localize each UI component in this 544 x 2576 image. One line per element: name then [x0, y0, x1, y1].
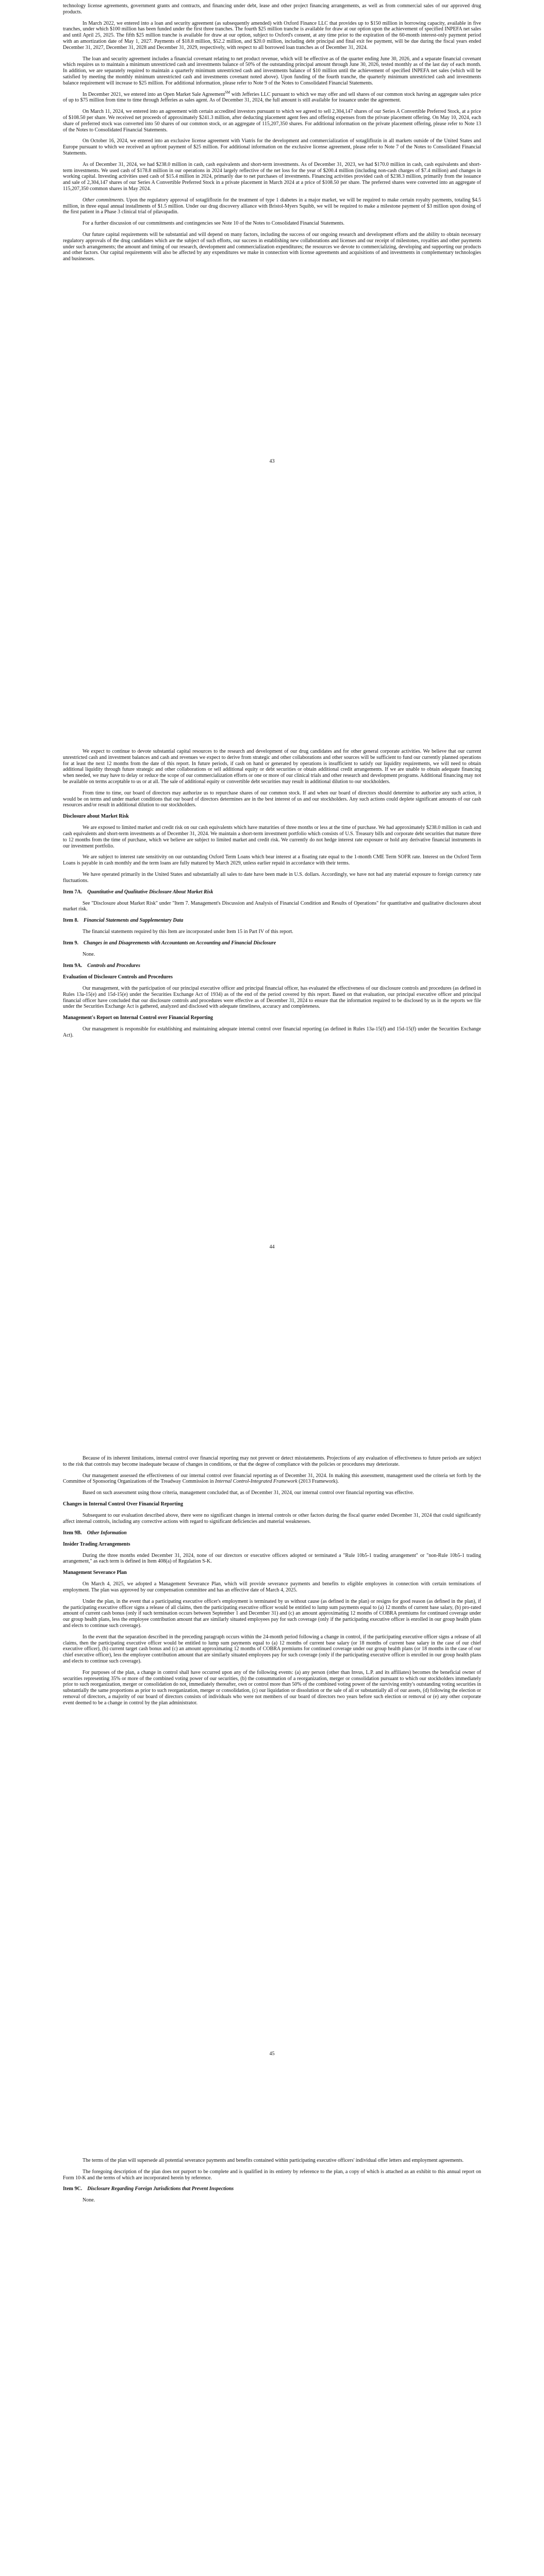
item-9b-title: Other Information: [87, 1530, 127, 1536]
paragraph-controls-effective: Based on such assessment using those criteria, management concluded that, as of December 31, 2024, our internal control over financial reporting was effective.: [83, 1490, 414, 1496]
paragraph-severance-adoption: On March 4, 2025, we adopted a Management Severance Plan, which will provide severance payments and benefits to eligible employees in connection with certain terminations of employment. The plan was approved by our compensation committee and has an effective date of March 4, 2025.: [63, 1581, 481, 1593]
item-9a-title: Controls and Procedures: [87, 962, 141, 969]
paragraph-funding-sources: technology license agreements, government grants and contracts, and financing under debt, lease and other project financing arrangements, as well as from commercial sales of our approved drug products.: [63, 3, 481, 15]
item-7a-number: Item 7A.: [63, 889, 83, 895]
page-44: [0, 719, 544, 1421]
item-7a-title: Quantitative and Qualitative Disclosure About Market Risk: [87, 889, 213, 895]
page-46: [0, 2124, 544, 2576]
paragraph-disclosure-controls: Our management, with the participation of our principal executive officer and principal financial officer, has evaluated the effectiveness of our disclosure controls and procedures (as defined in Rules 13a-15(e) and 15d-15(e) under the Securities Exchange Act of 1934) as of the end of the period covered by this report. Based on that evaluation, our principal executive officer and principal financial officer have concluded that our disclosure controls and procedures were effective as of December 31, 2024 to ensure that the information required to be disclosed by us in the reports we file under the Securities Exchange Act is gathered, analyzed and disclosed with adequate timeliness, accuracy and completeness.: [63, 985, 481, 1010]
paragraph-item-8: The financial statements required by this Item are incorporated under Item 15 in Part IV of this report.: [83, 929, 293, 935]
heading-item-9a: [63, 963, 481, 969]
paragraph-plan-description: The foregoing description of the plan does not purport to be complete and is qualified in its entirety by reference to the plan, a copy of which is attached as an exhibit to this annual report on Form 10-K and the terms of which are incorporated herein by reference.: [63, 2168, 481, 2181]
text-coso-end: (2013 Framework).: [297, 1479, 339, 1485]
heading-item-9: [63, 940, 481, 946]
paragraph-severance-change-in-control: In the event that the separation described in the preceding paragraph occurs within the 24-month period following a change in control, if the participating executive officer signs a release of all claims, then the participating executive officer would be entitled to lump sum payments equal to (a) 12 months of current base salary (or 18 months of current base salary in the case of our chief executive officer), (b) current target cash bonus and (c) an amount approximating 12 months of COBRA premiums for continued coverage under our group health plans (or 18 months in the case of our chief executive officer), less the employee contribution amount that are similarly situated employees pay for such coverage (only if the participating executive officer is enrolled in our group health plans and elects to continue such coverage).: [63, 1634, 481, 1664]
page-number: 44: [269, 1244, 275, 1250]
item-9b-number: Item 9B.: [63, 1530, 82, 1536]
page-number: 43: [269, 459, 275, 464]
paragraph-market-credit-risk: We are exposed to limited market and credit risk on our cash equivalents which have maturities of three months or less at the time of purchase. We had approximately $238.0 million in cash and cash equivalents and short-term investments as of December 31, 2024. We maintain a short-term investment portfolio which consists of U.S. Treasury bills and corporate debt securities that mature three to 12 months from the time of purchase, which we believe are subject to limited market and credit risk. We currently do not hedge interest rate exposure or hold any derivative financial instruments in our investment portfolio.: [63, 825, 481, 849]
heading-disclosure-controls: Evaluation of Disclosure Controls and Procedures: [63, 974, 173, 980]
paragraph-inherent-limitations: Because of its inherent limitations, internal control over financial reporting may not prevent or detect misstatements. Projections of any evaluation of effectiveness to future periods are subject to the risk that controls may become inadequate because of changes in conditions, or that the degree of compliance with the policies or procedures may deteriorate.: [63, 1455, 481, 1467]
item-9c-number: Item 9C.: [63, 2186, 83, 2192]
text-other-commitments-body: Upon the regulatory approval of sotagliflozin for the treatment of type 1 diabetes in a major market, we will be required to make certain royalty payments, totaling $4.5 million, in three equal annual installments of $1.5 million. Under our drug discovery alliance with Bristol-Myers Squibb, we will be required to make a milestone payment of $3 million upon dosing of the first patient in a Phase 3 clinical trial of pilavapadin.: [63, 197, 481, 215]
paragraph-commitments-reference: For a further discussion of our commitments and contingencies see Note 10 of the Notes to Consolidated Financial Statements.: [83, 221, 344, 227]
paragraph-plan-supersedes: The terms of the plan will supersede all potential severance payments and benefits contained within participating executive officers' individual offer letters and employment agreements.: [83, 2158, 464, 2163]
page-number: 45: [269, 2051, 275, 2057]
paragraph-capital-requirements: Our future capital requirements will be substantial and will depend on many factors, including the success of our ongoing research and development efforts and the ability to obtain necessary regulatory approvals of the drug candidates which are the subject of such efforts, our success in establishing new collaborations and licenses and our receipt of milestones, royalties and other payments under such arrangements; the amount and timing of our research, development and commercialization expenditures; the resources we devote to commercializing, developing and supporting our products and other factors. Our capital requirements will also be affected by any expenditures we make in connection with license agreements and acquisitions of and investments in complementary technologies and businesses.: [63, 231, 481, 262]
heading-market-risk: Disclosure about Market Risk: [63, 814, 129, 820]
page-44-content: [63, 749, 481, 1044]
paragraph-open-market-sale: [63, 92, 481, 104]
heading-severance-plan: Management Severance Plan: [63, 1570, 127, 1576]
heading-changes-internal-control: Changes in Internal Control Over Financial Reporting: [63, 1501, 183, 1507]
heading-item-8: [63, 918, 481, 924]
service-mark: SM: [225, 90, 230, 95]
paragraph-severance-terms: Under the plan, in the event that a participating executive officer's employment is terminated by us without cause (as defined in the plan) or resigns for good reason (as defined in the plan), if the participating executive officer signs a release of all claims, then the participating executive officer would be entitled to lump sum payments equal to (a) 12 months of current base salary, (b) pro-rated amount of current cash bonus (only if such termination occurs between September 1 and December 31) and (c) an amount approximating 12 months of COBRA premiums for continued coverage under our group health plans, less the employee contribution amount that are similarly situated employees pay for such coverage (only if the participating executive officer is enrolled in our group health plans and elects to continue such coverage).: [63, 1598, 481, 1629]
text-coso-framework: Internal Control-Integrated Framework: [215, 1479, 298, 1485]
text-other-commitments-label: Other commitments.: [83, 197, 125, 203]
paragraph-item-7a: See "Disclosure about Market Risk" under "Item 7. Management's Discussion and Analysis of Financial Condition and Results of Operations" for quantitative and qualitative disclosures about market risk.: [63, 900, 481, 912]
paragraph-oxford-loan: In March 2022, we entered into a loan and security agreement (as subsequently amended) with Oxford Finance LLC that provides up to $150 million in borrowing capacity, available in five tranches, under which $100 million has been funded under the first three tranches. The fourth $25 million tranche is available for draw at our option upon the achievement of specified INPEFA net sales and until April 25, 2025. The fifth $25 million tranche is available for draw at our option, subject to Oxford's consent, at any time prior to the expiration of the 60-month interest-only payment period with an amortization date of May 1, 2027. Payments of $18.8 million, $52.2 million, and $20.0 million, including debt principal and final exit fee payment, will be due during the fiscal years ended December 31, 2027, December 31, 2028 and December 31, 2029, respectively, with respect to all borrowed loan tranches as of December 31, 2024.: [63, 20, 481, 50]
paragraph-capital-resources: We expect to continue to devote substantial capital resources to the research and development of our drug candidates and for other general corporate activities. We believe that our current unrestricted cash and investment balances and cash and revenues we expect to derive from strategic and other collaborations and other sources will be sufficient to fund our currently planned operations for at least the next 12 months from the date of this report. In future periods, if cash on hand or generated by operations is insufficient to satisfy our liquidity requirements, we will need to obtain additional liquidity through future strategic and other collaborations or sell additional equity or debt securities or obtain additional credit arrangements. If we are unable to obtain adequate financing when needed, we may have to delay or reduce the scope of our commercialization efforts or one or more of our clinical trials and other research and development programs. Additional financing may not be available on terms acceptable to us or at all. The sale of additional equity or convertible debt securities may result in additional dilution to our stockholders.: [63, 749, 481, 785]
heading-item-9c: [63, 2186, 481, 2192]
page-45: [0, 1421, 544, 2124]
item-8-title: Financial Statements and Supplementary Data: [84, 918, 184, 924]
paragraph-change-in-control-definition: For purposes of the plan, a change in control shall have occurred upon any of the following events: (a) any person (other than Invus, L.P. and its affiliates) becomes the beneficial owner of securities representing 35% or more of the combined voting power of our securities, (b) the consummation of a reorganization, merger or consolidation pursuant to which our stockholders immediately prior to such reorganization, merger or consolidation do not, immediately thereafter, own or control more than 50% of the combined voting power of the surviving entity's outstanding voting securities in substantially the same proportions as prior to such reorganization, merger or consolidation, (c) our liquidation or dissolution or the sale of all or substantially all of our assets, (d) following the election or removal of directors, a majority of our board of directors consists of individuals who were not members of our board of directors two years before such election or removal or (e) any other corporate event deemed to be a change in control by the plan administrator.: [63, 1669, 481, 1706]
item-8-number: Item 8.: [63, 918, 78, 924]
item-9-title: Changes in and Disagreements with Accountants on Accounting and Financial Disclosure: [84, 940, 276, 946]
item-9-number: Item 9.: [63, 940, 78, 946]
item-9-none: None.: [83, 951, 95, 957]
heading-insider-trading: Insider Trading Arrangements: [63, 1541, 130, 1547]
paragraph-foreign-currency: We have operated primarily in the United States and substantially all sales to date have been made in U.S. dollars. Accordingly, we have not had any material exposure to foreign currency rate fluctuations.: [63, 871, 481, 884]
paragraph-changes-internal-control: Subsequent to our evaluation described above, there were no significant changes in internal controls or other factors during the fiscal quarter ended December 31, 2024 that could significantly affect internal controls, including any corrective actions with regard to significant deficiencies and material weaknesses.: [63, 1512, 481, 1524]
heading-management-report: Management's Report on Internal Control over Financial Reporting: [63, 1015, 213, 1021]
paragraph-share-repurchase: From time to time, our board of directors may authorize us to repurchase shares of our common stock. If and when our board of directors should determine to authorize any such action, it would be on terms and under market conditions that our board of directors determines are in the best interest of us and our stockholders. Any such actions could deplete significant amounts of our cash resources and/or result in additional dilution to our stockholders.: [63, 790, 481, 808]
page-43-content: [63, 3, 481, 267]
paragraph-management-report: Our management is responsible for establishing and maintaining adequate internal control over financial reporting (as defined in Rules 13a-15(f) and 15d-15(f) under the Securities Exchange Act).: [63, 1026, 481, 1038]
heading-item-7a: [63, 889, 481, 895]
paragraph-private-placement: On March 11, 2024, we entered into an agreement with certain accredited investors pursuant to which we agreed to sell 2,304,147 shares of our Series A Convertible Preferred Stock, at a price of $108.50 per share. We received net proceeds of approximately $241.3 million, after deducting placement agent fees and offering expenses from the private placement offering. On May 10, 2024, each share of preferred stock was converted into 50 shares of our common stock, or an aggregate of 115,207,350 shares. For additional information on the private placement offering, please refer to Note 13 of the Notes to Consolidated Financial Statements.: [63, 109, 481, 133]
text-coso-start: Our management assessed the effectiveness of our internal control over financial reporting as of December 31, 2024. In making this assessment, management used the criteria set forth by the Committee of Sponsoring Organizations of the Treadway Commission in: [63, 1472, 481, 1485]
paragraph-interest-rate: We are subject to interest rate sensitivity on our outstanding Oxford Term Loans which bear interest at a floating rate equal to the 1-month CME Term SOFR rate. Interest on the Oxford Term Loans is payable in cash monthly and the term loans are fully matured by March 2029, unless earlier repaid in accordance with their terms.: [63, 854, 481, 867]
text-open-market-end: with Jefferies LLC pursuant to which we may offer and sell shares of our common stock having an aggregate sales price of up to $75 million from time to time through Jefferies as sales agent. As of December 31, 2024, the full amount is still available for issuance under the agreement.: [63, 91, 482, 104]
paragraph-viatris-license: On October 16, 2024, we entered into an exclusive license agreement with Viatris for the development and commercialization of sotagliflozin in all markets outside of the United States and Europe pursuant to which we received an upfront payment of $25 million. For additional information on the exclusive license agreement, please refer to Note 7 of the Notes to Consolidated Financial Statements.: [63, 138, 481, 156]
page-43: [0, 0, 544, 719]
page-46-content: [63, 2158, 481, 2209]
paragraph-cash-position: As of December 31, 2024, we had $238.0 million in cash, cash equivalents and short-term investments. As of December 31, 2023, we had $170.0 million in cash, cash equivalents and short-term investments. We used cash of $178.8 million in our operations in 2024 largely reflective of the net loss for the year of $200.4 million (including non-cash charges of $7.4 million) and changes in working capital. Investing activities used cash of $15.4 million in 2024, primarily due to net purchases of investments. Financing activities provided cash of $238.3 million, primarily from the issuance and sale of 2,304,147 shares of our Series A Convertible Preferred Stock in a private placement in March 2024 at a price of $108.50 per share. The preferred shares were converted into an aggregate of 115,207,350 common shares in May 2024.: [63, 161, 481, 192]
text-open-market-start: In December 2021, we entered into an Open Market Sale Agreement: [83, 91, 225, 97]
item-9c-title: Disclosure Regarding Foreign Jurisdictions that Prevent Inspections: [87, 2186, 234, 2192]
paragraph-loan-covenants: The loan and security agreement includes a financial covenant relating to net product revenue, which will be effective as of the quarter ending June 30, 2026, and a separate financial covenant which requires us to maintain a minimum unrestricted cash and investments balance of 50% of the outstanding principal amount through June 30, 2026, tested monthly as of the last day of each month. In addition, we are separately required to maintain a quarterly minimum unrestricted cash and investments balance of $10 million until the achievement of specified INPEFA net sales (which will be satisfied by meeting the monthly minimum unrestricted cash and investments covenant noted above). Upon funding of the fourth tranche, the quarterly minimum unrestricted cash and investments balance requirement will increase to $25 million. For additional information, please refer to Note 9 of the Notes to Consolidated Financial Statements.: [63, 56, 481, 86]
paragraph-insider-trading: During the three months ended December 31, 2024, none of our directors or executive officers adopted or terminated a "Rule 10b5-1 trading arrangement" or "non-Rule 10b5-1 trading arrangement," as each term is defined in Item 408(a) of Regulation S-K.: [63, 1552, 481, 1565]
heading-item-9b: [63, 1530, 481, 1536]
item-9a-number: Item 9A.: [63, 962, 83, 969]
page-45-content: [63, 1455, 481, 1711]
paragraph-coso-assessment: [63, 1473, 481, 1485]
item-9c-none: None.: [83, 2197, 95, 2204]
paragraph-other-commitments: [63, 197, 481, 215]
